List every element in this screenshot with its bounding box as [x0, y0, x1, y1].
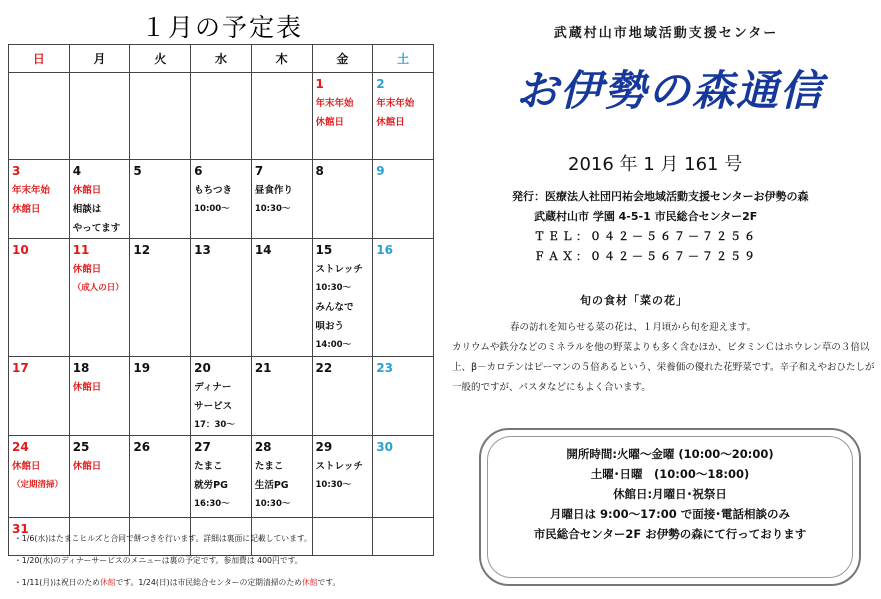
day-event: もちつき [194, 185, 233, 196]
day-event: 休館日 [315, 117, 345, 128]
calendar-day-cell [9, 357, 70, 436]
day-number: 10 [12, 243, 29, 257]
day-number: 26 [133, 440, 151, 454]
day-event: 相談は [72, 204, 102, 215]
day-event: （成人の日） [72, 283, 124, 293]
day-number: 7 [254, 164, 264, 178]
calendar-day-cell [312, 160, 373, 239]
day-number: 2 [376, 77, 385, 91]
day-event: 休館日 [12, 461, 41, 472]
day-event: 休館日 [376, 117, 405, 128]
day-event: 休館日 [72, 382, 102, 393]
day-event: ディナー [194, 382, 232, 393]
day-number: 24 [12, 440, 29, 454]
season-article [452, 318, 877, 398]
calendar-note [14, 572, 444, 594]
day-event: 16:30～ [194, 499, 230, 509]
organization-name: 武蔵村山市地域活動支援センター [553, 26, 779, 41]
weekday-header: 火 [130, 45, 191, 73]
calendar-day-cell [9, 239, 70, 357]
day-event: ストレッチ [315, 461, 363, 472]
calendar-day-cell [191, 160, 252, 239]
publisher: 発行：医療法人社団円祐会地域活動支援センターお伊勢の森 [512, 190, 809, 203]
calendar-day-cell [251, 160, 312, 239]
day-event: 唄おう [315, 321, 345, 332]
day-number: 9 [376, 164, 385, 178]
day-number: 19 [133, 361, 151, 375]
note-text: 休館 [301, 578, 318, 587]
calendar-day-cell [251, 436, 312, 518]
info-line: 土曜･日曜 (10:00～18:00) [590, 467, 750, 481]
day-event: たまこ [194, 461, 223, 472]
day-number: 11 [72, 243, 90, 257]
calendar-notes [14, 528, 444, 594]
calendar-day-cell [130, 73, 191, 160]
calendar-day-cell [69, 160, 130, 239]
calendar-day-cell [130, 357, 191, 436]
calendar-day-cell [373, 160, 434, 239]
day-number: 20 [194, 361, 211, 375]
season-paragraph-1: 春の訪れを知らせる菜の花は、１月頃から旬を迎えます。 [510, 322, 756, 333]
tel: ＴＥＬ：０４２－５６７－７２５６ [534, 230, 758, 243]
calendar-week-row [9, 73, 434, 160]
day-number: 12 [133, 243, 151, 257]
calendar-day-cell [312, 73, 373, 160]
day-event: 14:00～ [315, 340, 352, 350]
calendar-week-row [9, 436, 434, 518]
day-event: 17：30～ [194, 420, 235, 430]
day-number: 1 [315, 77, 324, 91]
note-text: です。 [317, 578, 341, 587]
season-heading: 旬の食材「菜の花」 [580, 294, 688, 307]
day-event: 休館日 [72, 264, 102, 275]
day-number: 30 [376, 440, 393, 454]
calendar-body [9, 73, 434, 556]
day-number: 22 [315, 361, 333, 375]
day-number: 3 [12, 164, 21, 178]
calendar-note [14, 550, 444, 572]
day-event: サービス [194, 401, 233, 412]
day-number: 31 [12, 522, 29, 536]
day-number: 25 [72, 440, 90, 454]
calendar-day-cell [251, 239, 312, 357]
calendar-week-row [9, 160, 434, 239]
day-number: 15 [315, 243, 333, 257]
day-number: 5 [133, 164, 142, 178]
note-text: ・1/6(水)はたまこヒルズと合同で餅つきを行います。詳細は裏面に記載しています。 [14, 534, 312, 543]
day-event: 生活PG [254, 480, 289, 491]
info-line: 開所時間:火曜～金曜 (10:00～20:00) [566, 447, 774, 461]
calendar-day-cell [373, 357, 434, 436]
calendar-day-cell [9, 160, 70, 239]
calendar-day-cell [69, 436, 130, 518]
day-number: 6 [194, 164, 203, 178]
note-text: ・1/20(水)のディナーサービスのメニューは裏の予定です。参加費は 400円です。 [14, 556, 303, 565]
day-event: 年末年始 [376, 98, 415, 109]
day-event: 年末年始 [315, 98, 354, 109]
day-event: 年末年始 [12, 185, 51, 196]
calendar-day-cell [191, 436, 252, 518]
day-event: 10:30～ [315, 480, 352, 490]
calendar-day-cell [373, 239, 434, 357]
fax: ＦＡＸ：０４２－５６７－７２５９ [534, 250, 758, 263]
issue-number: 2016 年 1 月 161 号 [568, 154, 743, 175]
weekday-header: 金 [312, 45, 373, 73]
calendar-day-cell [130, 436, 191, 518]
calendar-header-row [9, 45, 434, 73]
calendar-day-cell [191, 357, 252, 436]
day-event: やってます [72, 223, 121, 234]
calendar-day-cell [312, 239, 373, 357]
info-line: 市民総合センター2F お伊勢の森にて行っております [533, 527, 807, 541]
calendar-day-cell [312, 357, 373, 436]
day-event: 10:30～ [254, 499, 291, 509]
calendar-day-cell [9, 436, 70, 518]
day-event: （定期清掃） [12, 480, 64, 490]
weekday-header: 木 [251, 45, 312, 73]
day-event: 休館日 [12, 204, 41, 215]
day-event: 休館日 [72, 461, 102, 472]
newsletter-title: お伊勢の森通信 [515, 66, 824, 115]
calendar-week-row [9, 357, 434, 436]
day-number: 27 [194, 440, 211, 454]
day-number: 17 [12, 361, 29, 375]
day-event: みんなで [315, 302, 354, 313]
calendar-note [14, 528, 444, 550]
day-event: ストレッチ [315, 264, 363, 275]
day-number: 4 [72, 164, 82, 178]
calendar-week-row [9, 239, 434, 357]
calendar-table [8, 44, 434, 556]
day-number: 23 [376, 361, 393, 375]
day-event: 休館日 [72, 185, 102, 196]
weekday-header: 土 [373, 45, 434, 73]
weekday-header: 月 [69, 45, 130, 73]
day-number: 8 [315, 164, 324, 178]
note-text: 休館 [99, 578, 116, 587]
day-number: 18 [72, 361, 90, 375]
season-paragraph-2: カリウムや鉄分などのミネラルを他の野菜よりも多く含むほか、ビタミンＣはホウレン草の３倍以上、β－カロテンはピーマンの５倍あるという、栄養価の優れた花野菜です。辛子和えやおひたしが一般的ですが、パスタなどにもよく合います。 [452, 342, 875, 393]
day-number: 29 [315, 440, 333, 454]
day-event: 10:30～ [254, 204, 291, 214]
calendar-day-cell [191, 239, 252, 357]
calendar-day-cell [191, 73, 252, 160]
calendar-day-cell [373, 73, 434, 160]
calendar-title: １月の予定表 [140, 13, 303, 42]
note-text: ・1/11(月)は祝日のため [14, 578, 100, 587]
weekday-header: 日 [9, 45, 70, 73]
calendar-day-cell [251, 357, 312, 436]
day-number: 14 [254, 243, 272, 257]
calendar-day-cell [130, 239, 191, 357]
calendar-day-cell [130, 160, 191, 239]
day-number: 21 [254, 361, 272, 375]
info-line: 月曜日は 9:00～17:00 で面接･電話相談のみ [550, 507, 790, 521]
day-number: 13 [194, 243, 211, 257]
calendar-day-cell [251, 73, 312, 160]
calendar-day-cell [373, 436, 434, 518]
info-lines [481, 444, 859, 544]
day-event: 昼食作り [254, 185, 293, 196]
day-event: 10:30～ [315, 283, 352, 293]
calendar-day-cell [69, 239, 130, 357]
calendar-day-cell [9, 73, 70, 160]
calendar-day-cell [69, 357, 130, 436]
calendar-day-cell [312, 436, 373, 518]
info-box [479, 428, 861, 586]
day-event: 就労PG [194, 480, 228, 491]
weekday-header: 水 [191, 45, 252, 73]
day-number: 16 [376, 243, 393, 257]
note-text: です。1/24(日)は市民総合センターの定期清掃のため [115, 578, 302, 587]
day-event: 10:00～ [194, 204, 230, 214]
address: 武蔵村山市 学園 4-5-1 市民総合センター2F [534, 210, 758, 223]
info-line: 休館日:月曜日･祝祭日 [613, 487, 727, 501]
day-number: 28 [254, 440, 272, 454]
day-event: たまこ [254, 461, 284, 472]
calendar-day-cell [69, 73, 130, 160]
